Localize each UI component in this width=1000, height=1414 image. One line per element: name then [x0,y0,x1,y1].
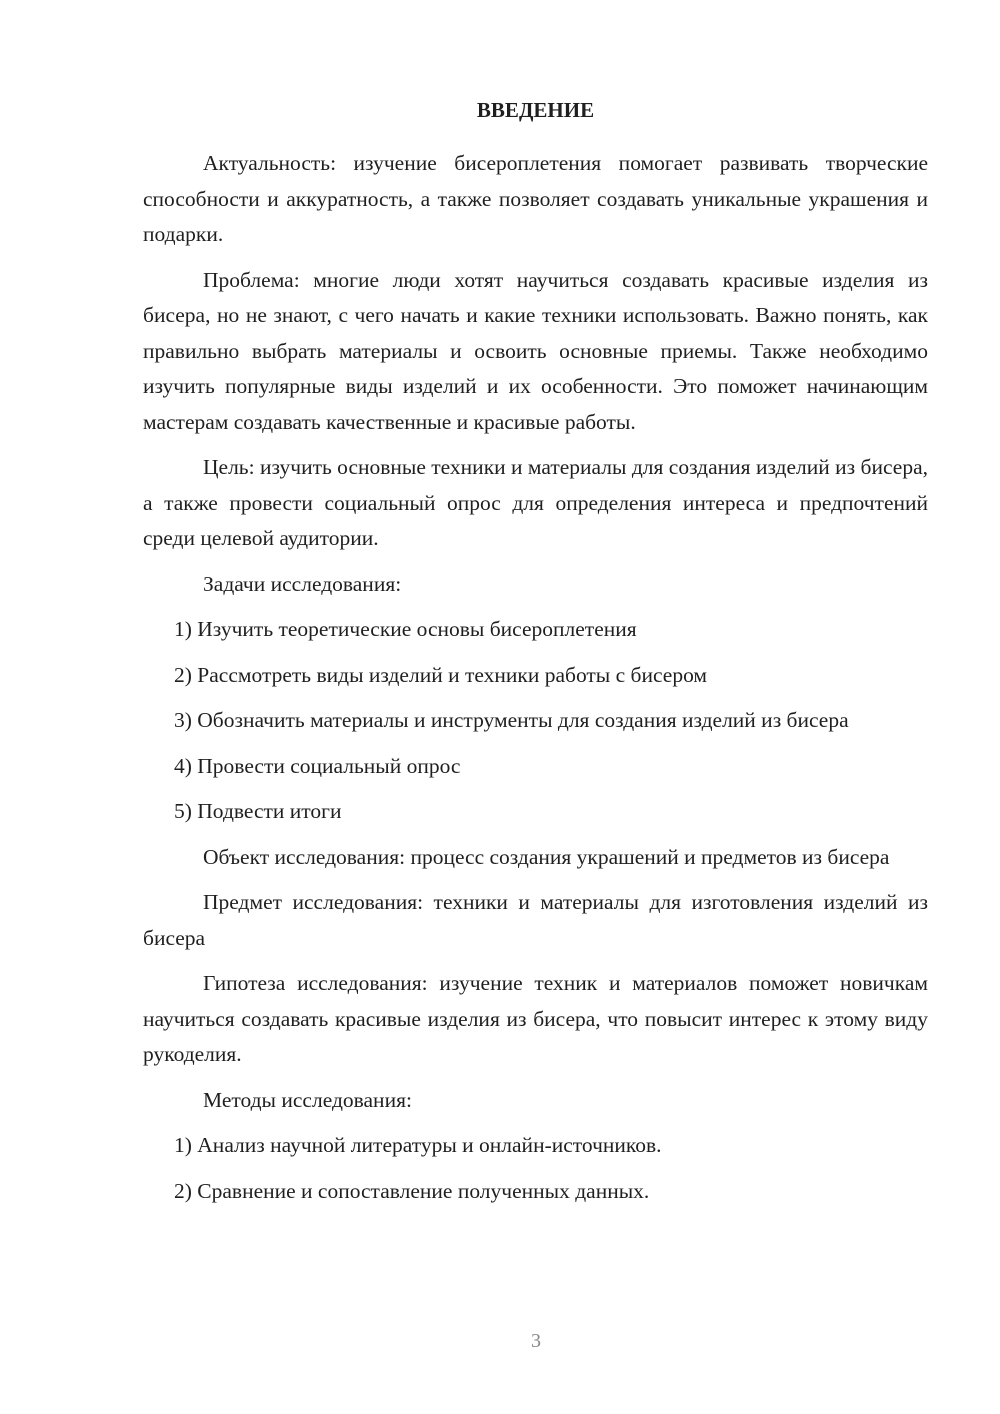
method-item: 2) Сравнение и сопоставление полученных данных. [174,1178,650,1203]
tasks-heading: Задачи исследования: [203,571,402,596]
hypothesis-paragraph: Гипотеза исследования: изучение техник и материалов поможет новичкам научиться создавать красивые изделия из бисера, что повысит интерес к этому виду рукоделия. [143,971,928,1066]
page-content [143,92,928,1219]
problem-paragraph: Проблема: многие люди хотят научиться создавать красивые изделия из бисера, но не знают, с чего начать и какие техники использовать. Важно понять, как правильно выбрать материалы и освоить основные приемы. Также необходимо изучить популярные виды изделий и их особенности. Это поможет начинающим мастерам создавать качественные и красивые работы. [143,267,928,434]
task-item: 4) Провести социальный опрос [174,753,461,778]
page-title: ВВЕДЕНИЕ [476,98,595,122]
task-item: 1) Изучить теоретические основы бисероплетения [174,617,637,641]
task-item: 5) Подвести итоги [174,799,342,823]
methods-heading: Методы исследования: [203,1087,412,1112]
goal-paragraph: Цель: изучить основные техники и материалы для создания изделий из бисера, а также провести социальный опрос для определения интереса и предпочтений среди целевой аудитории. [143,455,928,550]
task-item: 3) Обозначить материалы и инструменты для создания изделий из бисера [174,708,849,732]
task-item: 2) Рассмотреть виды изделий и техники работы с бисером [174,662,708,687]
object-paragraph: Объект исследования: процесс создания украшений и предметов из бисера [203,844,890,869]
subject-paragraph: Предмет исследования: техники и материалы для изготовления изделий из бисера [143,890,928,950]
page-number: 3 [531,1330,541,1352]
method-item: 1) Анализ научной литературы и онлайн-источников. [174,1133,662,1157]
relevance-paragraph: Актуальность: изучение бисероплетения помогает развивать творческие способности и аккуратность, а также позволяет создавать уникальные украшения и подарки. [143,151,928,246]
